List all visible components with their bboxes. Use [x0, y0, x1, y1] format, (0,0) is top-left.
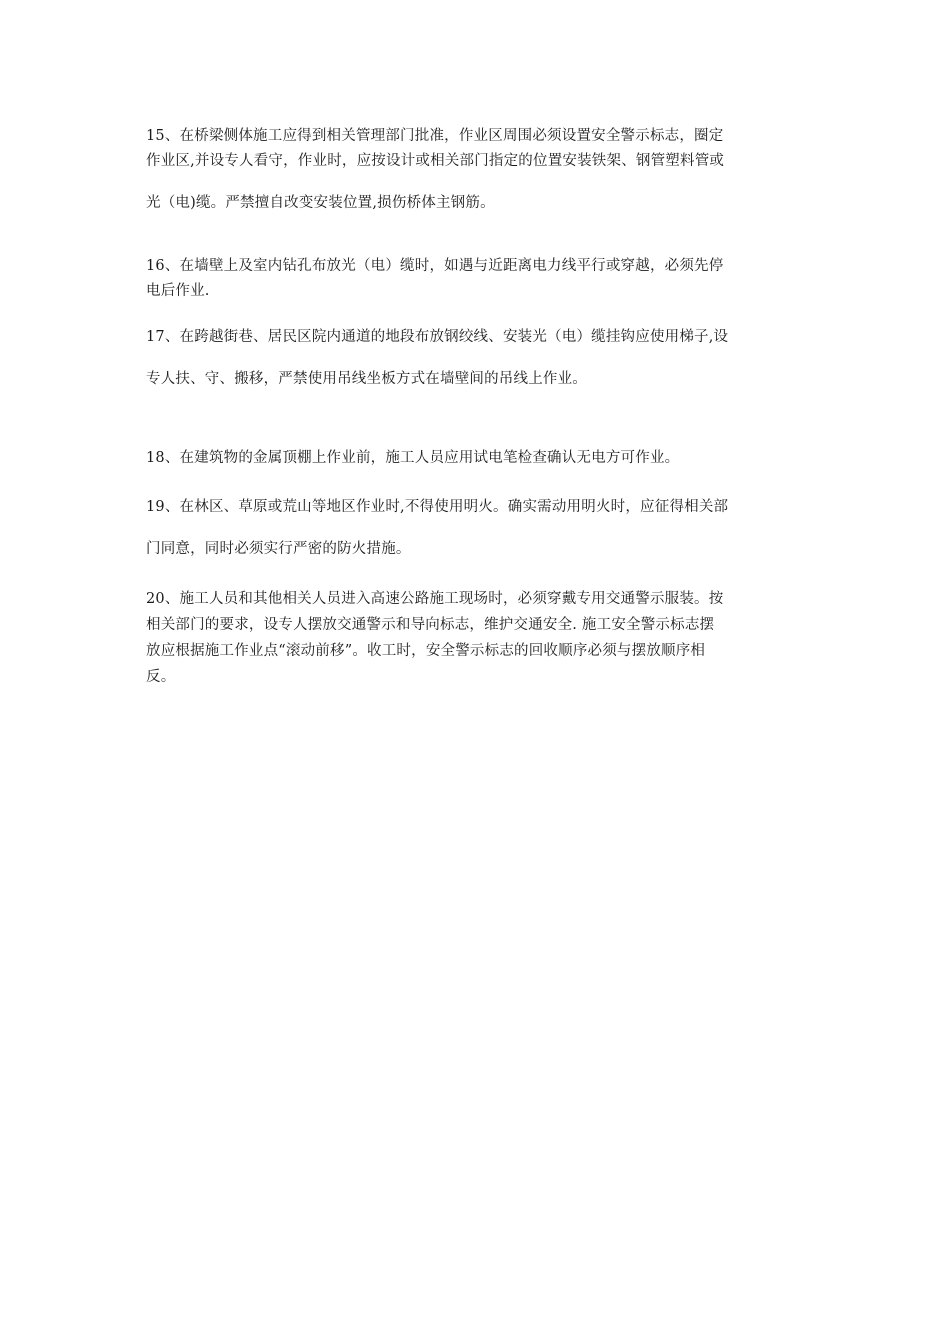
document-body — [146, 124, 814, 690]
paragraph-16 — [146, 254, 814, 304]
paragraph-line: 专人扶、守、搬移，严禁使用吊线坐板方式在墙壁间的吊线上作业。 — [146, 371, 587, 387]
paragraph-line: 20、施工人员和其他相关人员进入高速公路施工现场时，必须穿戴专用交通警示服装。按 — [146, 591, 724, 607]
paragraph-line: 相关部门的要求，设专人摆放交通警示和导向标志，维护交通安全. 施工安全警示标志摆 — [146, 617, 715, 633]
paragraph-line: 光（电)缆。严禁擅自改变安装位置,损伤桥体主钢筋。 — [146, 195, 495, 211]
paragraph-line: 19、在林区、草原或荒山等地区作业时,不得使用明火。确实需动用明火时，应征得相关部 — [146, 499, 729, 515]
paragraph-20 — [146, 586, 814, 690]
paragraph-line: 反。 — [146, 669, 176, 685]
paragraph-17 — [146, 325, 814, 392]
paragraph-line: 门同意，同时必须实行严密的防火措施。 — [146, 541, 411, 557]
paragraph-19 — [146, 495, 814, 562]
paragraph-line: 15、在桥梁侧体施工应得到相关管理部门批准，作业区周围必须设置安全警示标志，圈定 — [146, 128, 724, 144]
paragraph-line: 放应根据施工作业点“滚动前移”。收工时，安全警示标志的回收顺序必须与摆放顺序相 — [146, 643, 706, 659]
paragraph-15 — [146, 124, 814, 216]
paragraph-line: 17、在跨越街巷、居民区院内通道的地段布放钢绞线、安装光（电）缆挂钩应使用梯子,设 — [146, 329, 729, 345]
paragraph-line: 作业区,并设专人看守，作业时，应按设计或相关部门指定的位置安装铁架、钢管塑料管或 — [146, 153, 725, 169]
paragraph-18 — [146, 446, 814, 471]
paragraph-line: 16、在墙壁上及室内钻孔布放光（电）缆时，如遇与近距离电力线平行或穿越，必须先停 — [146, 258, 724, 274]
paragraph-line: 18、在建筑物的金属顶棚上作业前，施工人员应用试电笔检查确认无电方可作业。 — [146, 450, 680, 466]
paragraph-line: 电后作业. — [146, 283, 210, 299]
